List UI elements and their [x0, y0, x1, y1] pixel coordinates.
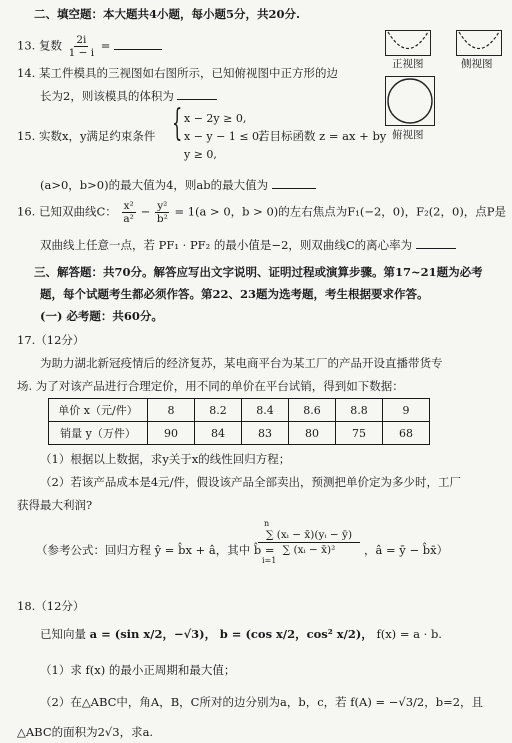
top-view-circle [386, 77, 434, 125]
table-cell: 8.8 [336, 399, 383, 422]
question-16-line1 [17, 200, 506, 225]
q13-denominator: 1 − i [68, 47, 95, 59]
table-cell: 83 [242, 422, 289, 445]
q16-fraction-x [121, 200, 135, 225]
q15-constraint-2: x − y − 1 ≤ 0, [184, 130, 263, 143]
q13-numerator: 2i [76, 34, 87, 46]
table-row [49, 422, 430, 445]
q17-formula-numerator: ∑ (xᵢ − x̄)(yᵢ − ȳ) [258, 528, 360, 543]
q18-number: 18.（12分） [17, 599, 85, 613]
q14-line1: 某工件模具的三视图如右图所示，已知俯视图中正方形的边 [38, 66, 338, 80]
q14-answer-blank [177, 99, 217, 100]
q18-line1 [40, 626, 442, 642]
table-row-label-price: 单价 x（元/件） [49, 399, 148, 422]
table-row [49, 399, 430, 422]
q13-answer-blank [114, 49, 162, 50]
question-15-line2 [40, 177, 316, 193]
top-view-figure [385, 76, 435, 126]
q17-formula-fraction [258, 520, 360, 565]
q16-minus: − [140, 204, 151, 219]
top-view-label: 俯视图 [392, 129, 424, 141]
front-view-arc [386, 31, 430, 55]
q17-sum-bottom: i=1 [262, 556, 277, 565]
q13-pre: 复数 [38, 38, 62, 53]
q16-fraction-y [155, 200, 170, 225]
q16-x2: x² [123, 200, 134, 212]
q17-line2: 场. 为了对该产品进行合理定价，用不同的单价在平台试销，得到如下数据： [17, 379, 404, 393]
q15-objective: 若目标函数 z = ax + by [258, 129, 387, 143]
q13-fraction [67, 34, 97, 59]
q16-number: 16. [17, 204, 36, 219]
q17-number: 17.（12分） [17, 333, 85, 347]
q13-equals: = [100, 38, 111, 53]
q17-part2a: （2）若该产品成本是4元/件，假设该产品全部卖出，预测把单价定为多少时，工厂 [40, 475, 462, 489]
side-view-figure [456, 30, 502, 56]
q18-vector-b: b = (cos x/2，cos² x/2)， [219, 627, 373, 641]
q16-a2: a² [123, 213, 134, 225]
table-cell: 9 [383, 399, 430, 422]
q16-answer-blank [416, 248, 456, 249]
table-cell: 8 [148, 399, 195, 422]
q17-formula-denominator: ∑ (xᵢ − x̄)² [282, 544, 336, 556]
table-cell: 8.6 [289, 399, 336, 422]
table-cell: 8.2 [195, 399, 242, 422]
q18-vector-a: a = (sin x/2，−√3)， [89, 627, 217, 641]
question-16-line2 [40, 237, 456, 253]
table-row-label-sales: 销量 y（万件） [49, 422, 148, 445]
q17-data-table [48, 398, 430, 445]
q16-y2: y² [157, 200, 168, 212]
table-cell: 84 [195, 422, 242, 445]
q15-number: 15. [17, 129, 36, 143]
q15-constraint-1: x − 2y ≥ 0, [184, 112, 247, 125]
q13-number: 13. [17, 38, 36, 53]
section-3-line3: (一) 必考题：共60分。 [40, 309, 163, 323]
q17-line1: 为助力湖北新冠疫情后的经济复苏，某电商平台为某工厂的产品开设直播带货专 [40, 356, 443, 370]
q17-formula-pre: （参考公式：回归方程 ŷ = b̂x + â，其中 b̂ = [36, 543, 275, 557]
q17-formula-post: ，â = ȳ − b̂x̄） [364, 543, 449, 557]
q18-function-def: f(x) = a · b. [376, 627, 442, 641]
q18-part2: （2）在△ABC中，角A，B，C所对的边分别为a，b，c，若 f(A) = −√3/2，b=2，且 [40, 695, 484, 709]
front-view-figure [385, 30, 431, 56]
front-view-label: 正视图 [392, 58, 424, 70]
q15-answer-blank [272, 188, 316, 189]
side-view-label: 侧视图 [461, 58, 493, 70]
q18-part3: △ABC的面积为2√3，求a. [17, 725, 154, 739]
q18-line1-pre: 已知向量 [40, 627, 86, 641]
question-15-lead [17, 128, 155, 144]
q17-sum-top: n [264, 519, 270, 528]
q17-part1: （1）根据以上数据，求y关于x的线性回归方程； [40, 452, 291, 466]
q16-pre: 已知双曲线C： [38, 204, 117, 219]
table-cell: 68 [383, 422, 430, 445]
question-14-line1 [17, 65, 338, 81]
table-cell: 75 [336, 422, 383, 445]
q14-number: 14. [17, 66, 36, 80]
q15-line2: (a>0，b>0)的最大值为4，则ab的最大值为 [40, 178, 269, 192]
table-cell: 8.4 [242, 399, 289, 422]
question-14-line2 [40, 88, 217, 104]
q15-pre: 实数x，y满足约束条件 [38, 129, 156, 143]
side-view-arc [457, 31, 501, 55]
q15-constraint-3: y ≥ 0, [184, 148, 217, 161]
q14-line2: 长为2，则该模具的体积为 [40, 89, 174, 103]
q15-constraints [184, 110, 263, 164]
q16-line2: 双曲线上任意一点，若 PF₁ · PF₂ 的最小值是−2，则双曲线C的离心率为 [40, 238, 413, 252]
q16-post: = 1(a > 0，b > 0)的左右焦点为F₁(−2，0)，F₂(2，0)，点P是 [174, 204, 507, 219]
table-cell: 90 [148, 422, 195, 445]
section-3-line2: 题，每个试题考生都必须作答。第22、23题为选考题，考生根据要求作答。 [40, 287, 429, 301]
question-13 [17, 34, 162, 59]
section-2-title: 二、填空题：本大题共4小题，每小题5分，共20分. [34, 7, 301, 21]
q16-b2: b² [156, 213, 168, 225]
q17-part2b: 获得最大利润? [17, 498, 93, 512]
q18-part1: （1）求 f(x) 的最小正周期和最大值； [40, 663, 236, 677]
q15-brace: { [172, 103, 183, 144]
section-3-line1: 三、解答题：共70分。解答应写出文字说明、证明过程或演算步骤。第17~21题为必考 [34, 265, 483, 279]
table-cell: 80 [289, 422, 336, 445]
